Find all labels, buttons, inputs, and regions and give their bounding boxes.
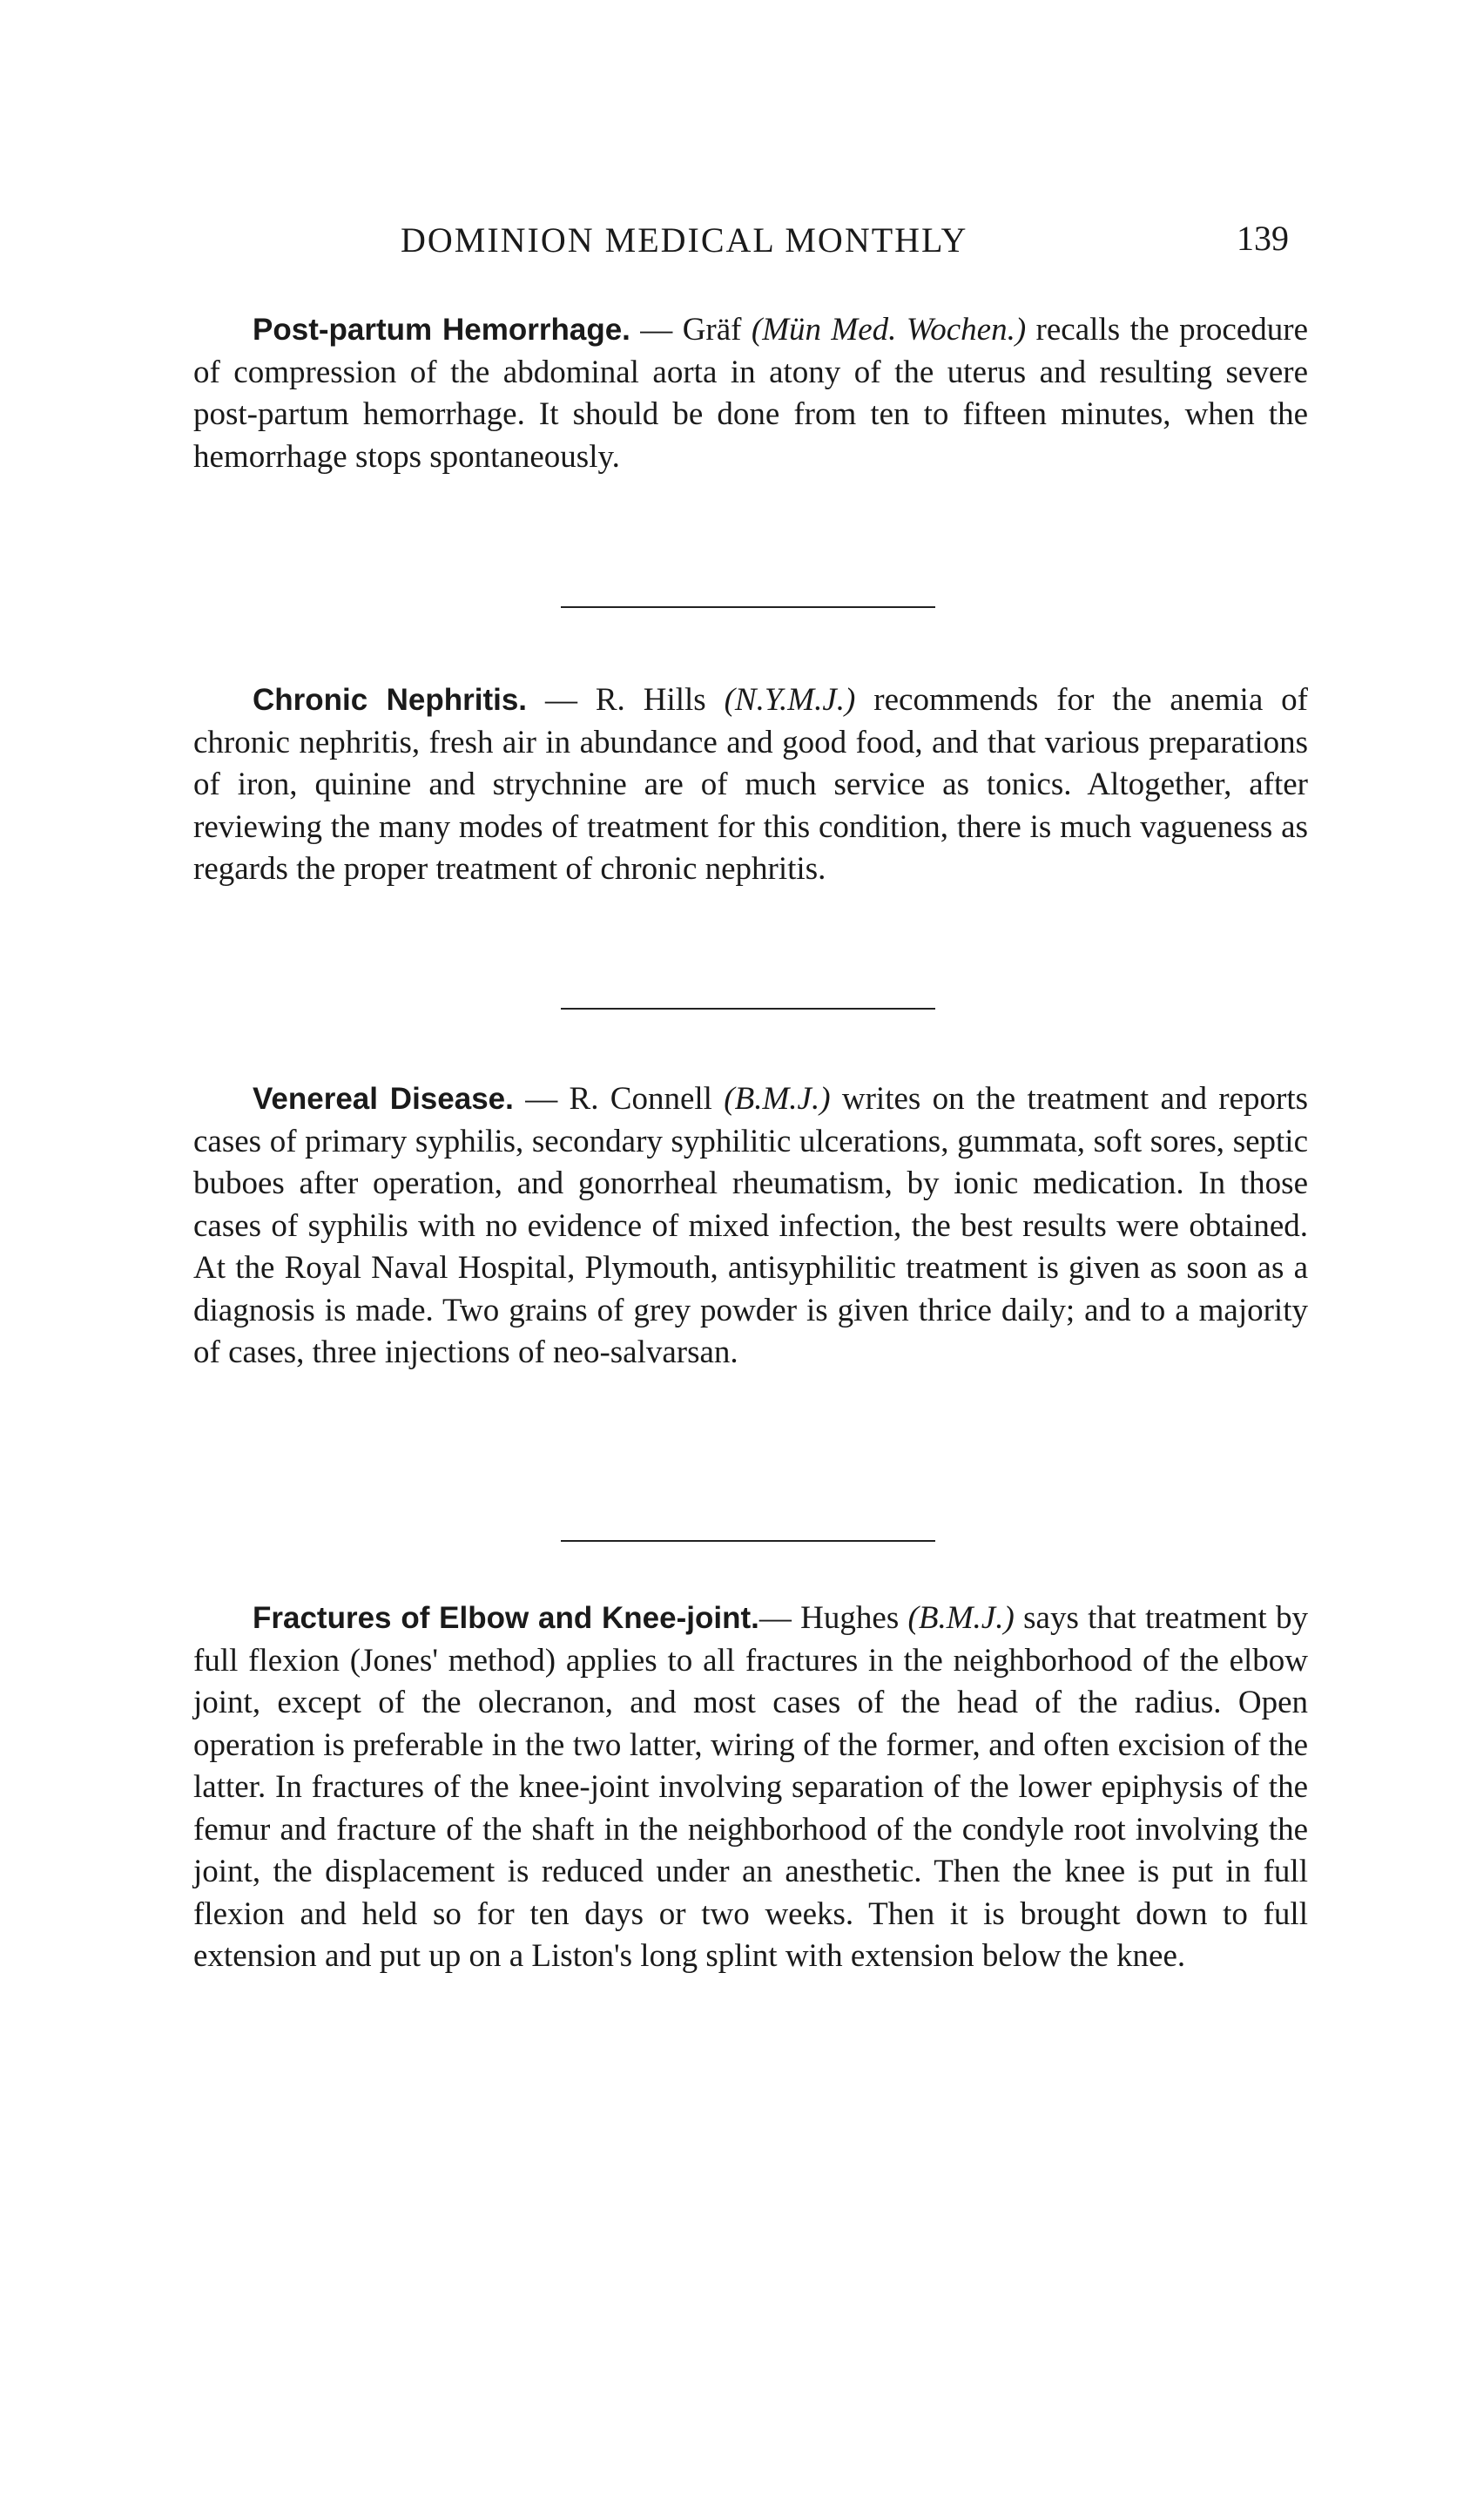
section-divider xyxy=(561,606,935,608)
article-fractures-elbow-knee xyxy=(193,1598,1308,1978)
journal-title: DOMINION MEDICAL MONTHLY xyxy=(401,220,968,260)
section-divider xyxy=(561,1540,935,1542)
article-heading: Fractures of Elbow and Knee-joint. xyxy=(253,1601,759,1635)
heading-dash: — xyxy=(527,682,596,718)
article-venereal-disease xyxy=(193,1078,1308,1375)
article-heading: Venereal Disease. xyxy=(253,1082,514,1116)
article-source: (Mün Med. Wochen.) xyxy=(751,312,1027,348)
heading-dash: — xyxy=(513,1081,570,1117)
page-number: 139 xyxy=(1237,219,1289,258)
section-divider xyxy=(561,1008,935,1010)
article-heading: Post-partum Hemorrhage. xyxy=(253,313,630,347)
article-author: R. Hills xyxy=(595,682,706,718)
heading-dash: — xyxy=(758,1600,801,1636)
article-paragraph xyxy=(193,309,1308,478)
article-body: recommends for the anemia of chronic nephritis, fresh air in abundance and good food, and that various preparations of iron, quinine and strychnine are of much service as tonics. Altogether, after reviewing the many modes of treatment for this condition, there is much vagueness as regards the proper treatment of chronic nephritis. xyxy=(193,682,1308,887)
heading-dash: — xyxy=(630,312,683,348)
article-paragraph xyxy=(193,1078,1308,1375)
article-paragraph xyxy=(193,1598,1308,1978)
article-body: recalls the procedure of compression of the abdominal aorta in atony of the uterus and resulting severe post-partum hemorrhage. It should be done from ten to fifteen minutes, when the hemorrhage stops spontaneously. xyxy=(193,312,1308,475)
article-heading: Chronic Nephritis. xyxy=(253,683,528,717)
article-author: Gräf xyxy=(682,312,742,348)
article-paragraph xyxy=(193,679,1308,891)
article-post-partum-hemorrhage xyxy=(193,309,1308,478)
article-author: Hughes xyxy=(800,1600,900,1636)
article-source: (N.Y.M.J.) xyxy=(724,682,856,718)
article-author: R. Connell xyxy=(569,1081,712,1117)
article-body: writes on the treatment and reports cases of primary syphilis, secondary syphilitic ulcerations, gummata, soft sores, septic buboes after operation, and gonorrheal rheumatism, by ionic medication. In those cases of syphilis with no evidence of mixed infection, the best results were obtained. At the Royal Naval Hospital, Plymouth, antisyphilitic treatment is given as soon as a diagnosis is made. Two grains of grey powder is given thrice daily; and to a majority of cases, three injections of neo-salvarsan. xyxy=(193,1081,1309,1370)
article-chronic-nephritis xyxy=(193,679,1308,891)
article-body: says that treatment by full flexion (Jones' method) applies to all fractures in the neighborhood of the elbow joint, except of the olecranon, and most cases of the head of the radius. Open operation is preferable in the two latter, wiring of the former, and often excision of the latter. In fractures of the knee-joint involving separation of the lower epiphysis of the femur and fracture of the shaft in the neighborhood of the condyle root involving the joint, the displacement is reduced under an anesthetic. Then the knee is put in full flexion and held so for ten days or two weeks. Then it is brought down to full extension and put up on a Liston's long splint with extension below the knee. xyxy=(193,1600,1308,1974)
article-source: (B.M.J.) xyxy=(907,1600,1015,1636)
article-source: (B.M.J.) xyxy=(724,1081,831,1117)
page-header xyxy=(0,220,1463,272)
